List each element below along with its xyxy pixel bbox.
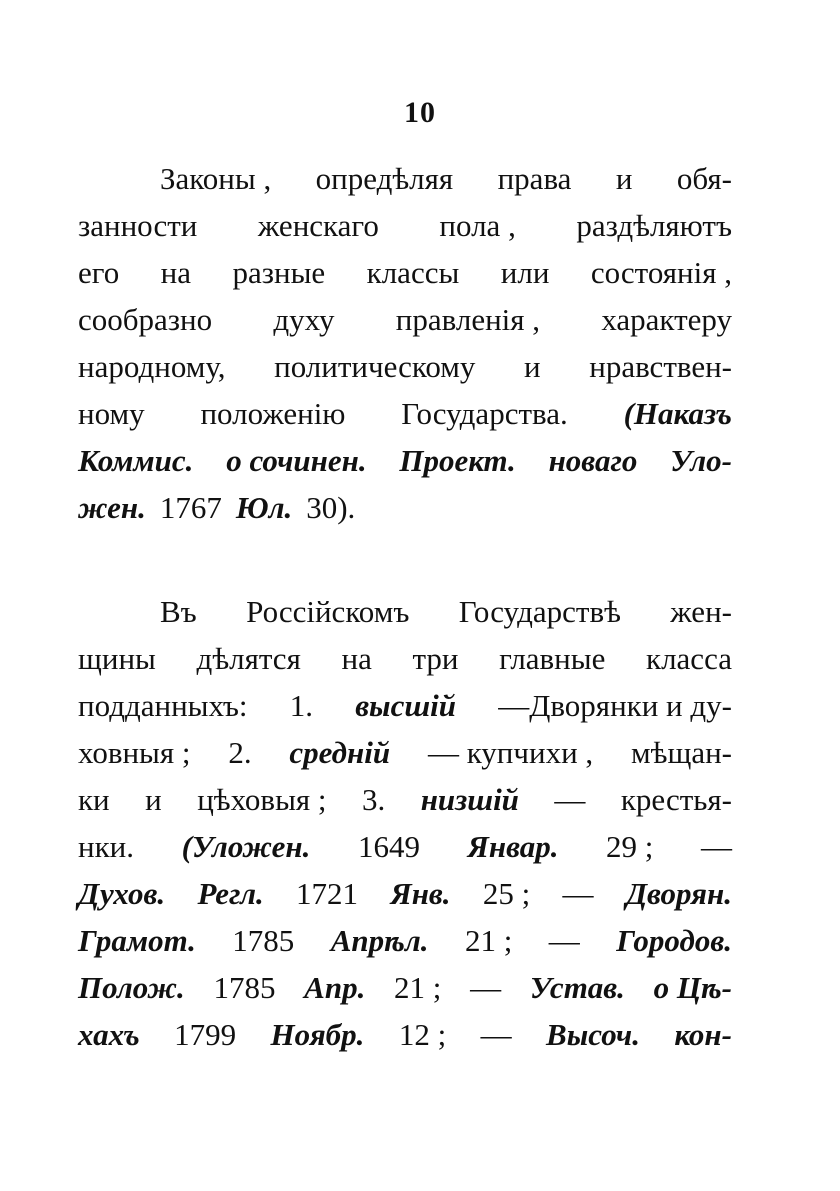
text-line xyxy=(78,635,732,682)
italic-citation-word: Коммис. xyxy=(78,443,194,478)
italic-citation-word: новаго xyxy=(548,443,638,478)
text-word: подданныхъ: xyxy=(78,688,248,723)
text-word: Законы , xyxy=(160,161,272,196)
text-word: мѣщан- xyxy=(631,735,732,770)
italic-citation-word: Высоч. xyxy=(546,1017,640,1052)
italic-citation-word: кон- xyxy=(674,1017,732,1052)
text-word: ному xyxy=(78,396,145,431)
text-word: правленія , xyxy=(395,302,541,337)
text-line xyxy=(78,484,732,531)
text-word: 21 ; xyxy=(394,970,442,1005)
text-word: или xyxy=(500,255,550,290)
text-word: классы xyxy=(366,255,460,290)
text-word: политическому xyxy=(274,349,476,384)
text-word: пола , xyxy=(439,208,516,243)
italic-citation-word: Ноябр. xyxy=(270,1017,365,1052)
italic-citation-word: Янв. xyxy=(390,876,451,911)
paragraph-classes xyxy=(78,588,732,1058)
italic-citation-word: Январ. xyxy=(467,829,559,864)
text-word: 1785 xyxy=(232,923,295,958)
italic-citation-word: Устав. xyxy=(529,970,625,1005)
text-word: Государствѣ xyxy=(458,594,621,629)
text-word: крестья- xyxy=(620,782,732,817)
text-word: Въ xyxy=(160,594,197,629)
text-word: сообразно xyxy=(78,302,213,337)
text-word: ки xyxy=(78,782,110,817)
text-line xyxy=(78,870,732,917)
text-word: характеру xyxy=(601,302,732,337)
italic-citation-word: Апр. xyxy=(304,970,366,1005)
text-word: 29 ; xyxy=(606,829,654,864)
text-word: щины xyxy=(78,641,156,676)
text-word: цѣховыя ; xyxy=(197,782,327,817)
text-line xyxy=(78,1011,732,1058)
italic-citation-word: о сочинен. xyxy=(226,443,367,478)
text-word: 1799 xyxy=(174,1017,237,1052)
text-line xyxy=(78,343,732,390)
text-word: ховныя ; xyxy=(78,735,191,770)
text-line xyxy=(78,202,732,249)
italic-citation-word: Апрѣл. xyxy=(330,923,429,958)
text-word: обя- xyxy=(676,161,732,196)
text-line xyxy=(78,390,732,437)
paragraph-laws xyxy=(78,155,732,531)
italic-citation-word: (Уложен. xyxy=(181,829,311,864)
text-word: 21 ; xyxy=(464,923,513,958)
italic-citation-word: Дворян. xyxy=(625,876,732,911)
text-word: Россійскомъ xyxy=(246,594,410,629)
italic-citation-word: Уло- xyxy=(670,443,732,478)
italic-citation-word: Регл. xyxy=(197,876,264,911)
text-word: главные xyxy=(499,641,606,676)
text-word: Государства. xyxy=(401,396,568,431)
text-word: 1785 xyxy=(213,970,276,1005)
text-word: 1649 xyxy=(357,829,420,864)
italic-citation-word: Юл. xyxy=(235,490,293,525)
text-line xyxy=(78,249,732,296)
italic-citation-word: средній xyxy=(289,735,391,770)
text-line xyxy=(78,917,732,964)
text-word: духу xyxy=(273,302,335,337)
text-word: — xyxy=(700,829,732,864)
italic-citation-word: высшій xyxy=(355,688,456,723)
text-word: 2. xyxy=(228,735,252,770)
text-word: — xyxy=(548,923,580,958)
text-word: жен- xyxy=(670,594,732,629)
text-word: опредѣляя xyxy=(315,161,454,196)
italic-citation-word: Проект. xyxy=(399,443,516,478)
text-line xyxy=(78,823,732,870)
text-word: и xyxy=(615,161,633,196)
text-word: 1. xyxy=(289,688,313,723)
text-word: народному, xyxy=(78,349,226,384)
text-line xyxy=(78,964,732,1011)
italic-citation-word: (Наказъ xyxy=(623,396,732,431)
text-line xyxy=(78,729,732,776)
italic-citation-word: Грамот. xyxy=(78,923,196,958)
text-word: класса xyxy=(646,641,732,676)
text-word: положенію xyxy=(200,396,346,431)
text-word: на xyxy=(341,641,372,676)
text-word: 30). xyxy=(306,490,356,525)
text-word: женскаго xyxy=(257,208,379,243)
italic-citation-word: Городов. xyxy=(616,923,732,958)
text-word: разные xyxy=(232,255,326,290)
text-line xyxy=(78,296,732,343)
italic-citation-word: хахъ xyxy=(78,1017,140,1052)
text-word: нравствен- xyxy=(589,349,732,384)
page-number: 10 xyxy=(404,96,436,129)
italic-citation-word: о Цѣ- xyxy=(653,970,732,1005)
italic-citation-word: жен. xyxy=(78,490,146,525)
text-line xyxy=(78,682,732,729)
text-word: 1767 xyxy=(159,490,222,525)
text-word: нки. xyxy=(78,829,134,864)
text-line xyxy=(78,776,732,823)
text-word: —Дворянки и ду- xyxy=(498,688,732,723)
text-word: на xyxy=(160,255,192,290)
text-word: три xyxy=(412,641,459,676)
text-word: — xyxy=(470,970,502,1005)
text-line xyxy=(78,588,732,635)
text-word: дѣлятся xyxy=(196,641,301,676)
text-word: 12 ; xyxy=(398,1017,447,1052)
text-word: — xyxy=(554,782,586,817)
text-word: состоянія , xyxy=(590,255,732,290)
text-word: — купчихи , xyxy=(427,735,594,770)
italic-citation-word: низшій xyxy=(420,782,519,817)
text-line xyxy=(78,155,732,202)
text-word: занности xyxy=(78,208,198,243)
text-line xyxy=(78,437,732,484)
text-word: и xyxy=(145,782,162,817)
text-word: — xyxy=(562,876,594,911)
text-word: — xyxy=(480,1017,512,1052)
text-word: 25 ; xyxy=(482,876,531,911)
text-word: 3. xyxy=(361,782,386,817)
italic-citation-word: Полож. xyxy=(78,970,185,1005)
text-word: и xyxy=(524,349,541,384)
text-word: 1721 xyxy=(296,876,359,911)
text-word: права xyxy=(497,161,572,196)
text-word: его xyxy=(78,255,120,290)
text-word: раздѣляютъ xyxy=(576,208,732,243)
italic-citation-word: Духов. xyxy=(78,876,166,911)
